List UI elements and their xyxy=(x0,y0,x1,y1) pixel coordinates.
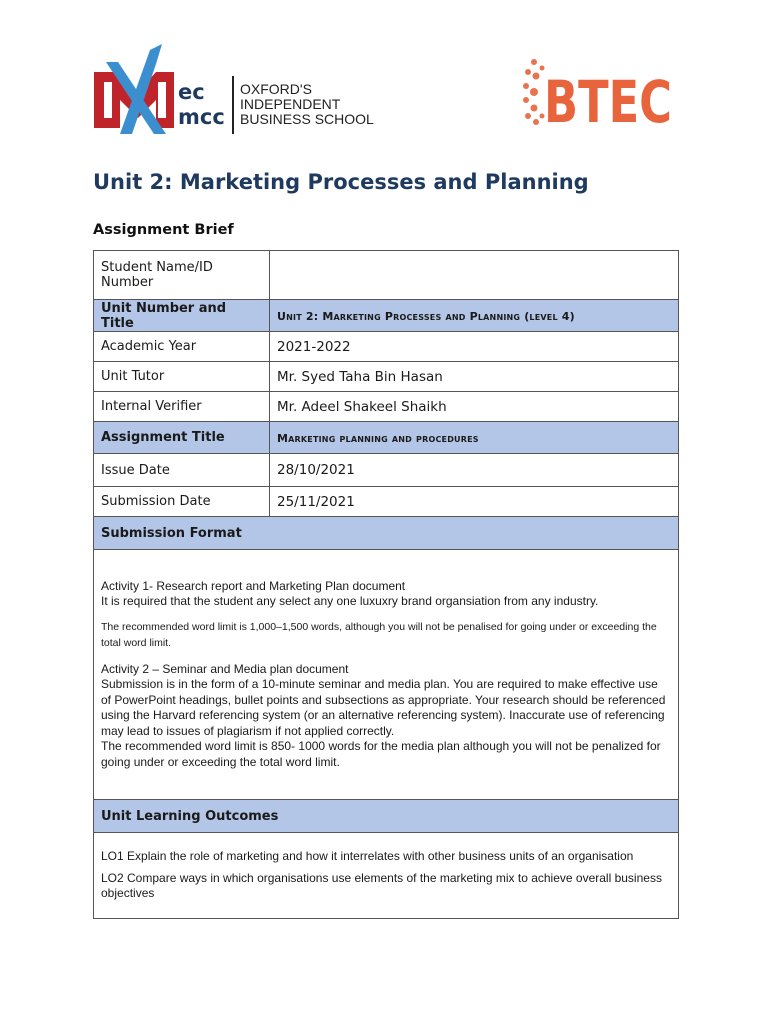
academic-year-label: Academic Year xyxy=(94,332,270,362)
assignment-brief-table xyxy=(93,250,679,919)
student-name-label: Student Name/ID Number xyxy=(94,251,270,300)
internal-verifier-value: Mr. Adeel Shakeel Shaikh xyxy=(270,392,679,422)
submission-date-label: Submission Date xyxy=(94,487,270,517)
assignment-title-label: Assignment Title xyxy=(94,422,270,454)
table-row xyxy=(94,332,679,362)
assignment-brief-heading: Assignment Brief xyxy=(93,222,234,238)
unit-tutor-label: Unit Tutor xyxy=(94,362,270,392)
logo-ec-text: ec xyxy=(178,80,205,104)
activity-2-word-limit: The recommended word limit is 850- 1000 words for the media plan although you will not be penalized for going under or exceeding the total word limit. xyxy=(101,739,661,769)
table-row xyxy=(94,300,679,332)
activity-1-title: Activity 1- Research report and Marketing Plan document xyxy=(101,578,406,593)
assignment-title-value: Marketing planning and procedures xyxy=(277,431,479,445)
table-row xyxy=(94,362,679,392)
ecmcc-logo xyxy=(92,42,382,137)
unit-number-value: Unit 2: Marketing Processes and Planning (level 4) xyxy=(277,309,575,323)
issue-date-label: Issue Date xyxy=(94,454,270,487)
btec-logo xyxy=(520,52,680,134)
table-row xyxy=(94,833,679,919)
activity-2-text: Submission is in the form of a 10-minute seminar and media plan. You are required to make effective use of PowerPoint headings, bullet points and subsections as appropriate. Your research should be referenced using the Harvard referencing system (or an alternative referencing system). Inaccurate use of referencing may lead to issues of plagiarism if not applied correctly. xyxy=(101,677,666,738)
logo-mcc-text: mcc xyxy=(178,105,225,129)
table-row xyxy=(94,487,679,517)
activity-2-title: Activity 2 – Seminar and Media plan document xyxy=(101,661,349,676)
table-row xyxy=(94,392,679,422)
table-row xyxy=(94,800,679,833)
table-row xyxy=(94,550,679,800)
issue-date-value: 28/10/2021 xyxy=(270,454,679,487)
table-row xyxy=(94,251,679,300)
logo-school-line3: BUSINESS SCHOOL xyxy=(240,111,374,127)
table-row xyxy=(94,422,679,454)
learning-outcomes-heading: Unit Learning Outcomes xyxy=(94,800,679,833)
logo-school-line1: OXFORD'S xyxy=(240,81,312,97)
document-header xyxy=(0,0,768,150)
btec-logo-text: BTEC xyxy=(544,68,672,136)
table-row xyxy=(94,454,679,487)
internal-verifier-label: Internal Verifier xyxy=(94,392,270,422)
unit-tutor-value: Mr. Syed Taha Bin Hasan xyxy=(270,362,679,392)
submission-format-heading: Submission Format xyxy=(94,517,679,550)
learning-outcome-1: LO1 Explain the role of marketing and how it interrelates with other business units of an organisation xyxy=(101,849,634,864)
logo-school-line2: INDEPENDENT xyxy=(240,96,341,112)
table-row xyxy=(94,517,679,550)
activity-1-word-limit: The recommended word limit is 1,000–1,500 words, although you will not be penalised for going under or exceeding the total word limit. xyxy=(101,620,657,649)
activity-1-text: It is required that the student any select any one luxuxry brand organsiation from any industry. xyxy=(101,594,599,609)
submission-format-body xyxy=(94,550,679,800)
student-name-value xyxy=(270,251,679,300)
unit-number-label: Unit Number and Title xyxy=(94,300,270,332)
learning-outcomes-body xyxy=(94,833,679,919)
academic-year-value: 2021-2022 xyxy=(270,332,679,362)
submission-date-value: 25/11/2021 xyxy=(270,487,679,517)
page-title: Unit 2: Marketing Processes and Planning xyxy=(93,170,589,194)
learning-outcome-2: LO2 Compare ways in which organisations use elements of the marketing mix to achieve overall business objectives xyxy=(101,870,662,901)
